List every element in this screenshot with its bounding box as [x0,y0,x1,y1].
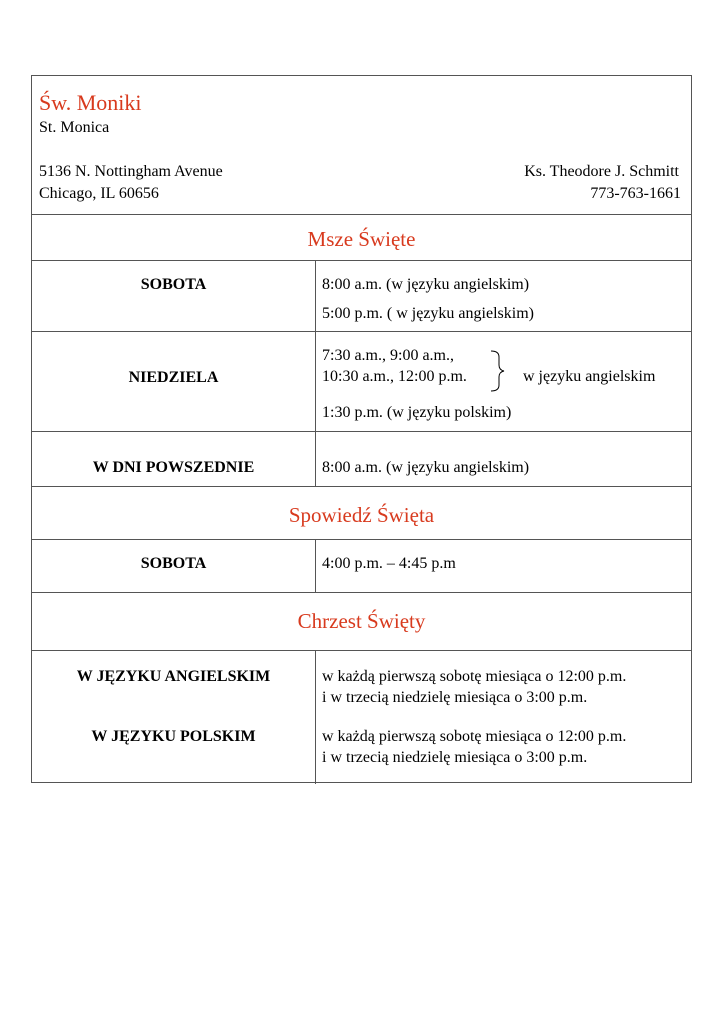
baptism-english-line-2: i w trzecią niedzielę miesiąca o 3:00 p.m. [322,689,588,706]
masses-title: Msze Święte [307,227,416,251]
saturday-mass-row [32,260,691,331]
confession-title-row [32,486,691,539]
baptism-polish-line-1: w każdą pierwszą sobotę miesiąca o 12:00 p.m. [322,728,627,745]
sunday-language-note: w języku angielskim [523,368,656,385]
weekday-mass-row [32,431,691,486]
address-line-1: 5136 N. Nottingham Avenue [39,163,223,180]
church-name: Św. Moniki [39,90,142,115]
weekday-time: 8:00 a.m. (w języku angielskim) [322,459,530,476]
saturday-label: SOBOTA [140,276,207,293]
schedule-table [31,75,692,783]
sunday-label: NIEDZIELA [128,369,219,386]
saturday-time-1: 8:00 a.m. (w języku angielskim) [322,276,530,293]
baptism-row [32,650,691,784]
saturday-time-2: 5:00 p.m. ( w języku angielskim) [322,305,534,322]
confession-label: SOBOTA [140,555,207,572]
sunday-time-line-3: 1:30 p.m. (w języku polskim) [322,404,512,421]
brace-icon [489,350,505,392]
sunday-time-line-1: 7:30 a.m., 9:00 a.m., [322,347,454,364]
phone-number: 773-763-1661 [590,185,681,202]
confession-row [32,539,691,592]
sunday-mass-row [32,331,691,431]
baptism-polish-label: W JĘZYKU POLSKIM [91,728,256,745]
sunday-time-line-2: 10:30 a.m., 12:00 p.m. [322,368,467,385]
baptism-english-line-1: w każdą pierwszą sobotę miesiąca o 12:00 p.m. [322,668,627,685]
baptism-polish-line-2: i w trzecią niedzielę miesiąca o 3:00 p.m. [322,749,588,766]
baptism-title: Chrzest Święty [297,609,426,633]
pastor-name: Ks. Theodore J. Schmitt [524,163,679,180]
address-line-2: Chicago, IL 60656 [39,185,159,202]
masses-title-row [32,214,691,260]
confession-time: 4:00 p.m. – 4:45 p.m [322,555,456,572]
baptism-title-row [32,592,691,650]
church-name-english: St. Monica [39,119,110,136]
baptism-english-label: W JĘZYKU ANGIELSKIM [76,668,271,685]
confession-title: Spowiedź Święta [288,503,435,527]
weekday-label: W DNI POWSZEDNIE [92,459,255,476]
